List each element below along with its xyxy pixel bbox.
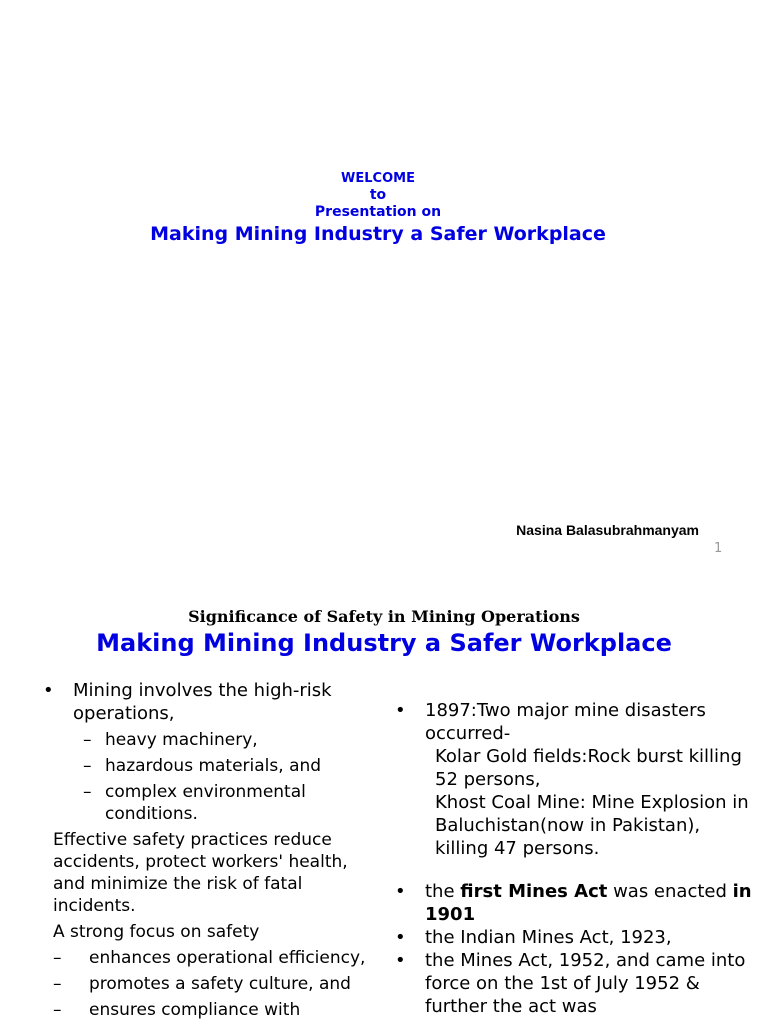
slide2-subtitle: Significance of Safety in Mining Operations xyxy=(188,607,580,626)
list-item-continuation xyxy=(395,791,755,860)
sub-list-item-text: enhances operational efficiency, xyxy=(89,948,366,968)
welcome-text: WELCOME xyxy=(341,171,415,186)
bullet-marker: • xyxy=(395,950,406,971)
sub-list-item xyxy=(43,947,383,969)
list-item xyxy=(395,880,755,926)
presentation-on-text: Presentation on xyxy=(314,204,442,220)
dash-marker: – xyxy=(83,782,92,802)
left-column xyxy=(43,679,383,1021)
sub-list-item-text: promotes a safety culture, and xyxy=(89,974,351,994)
list-item-continuation xyxy=(395,745,755,791)
bullet-marker: • xyxy=(395,927,406,948)
slide1-title: Making Mining Industry a Safer Workplace xyxy=(150,223,606,245)
sub-list-item xyxy=(43,781,383,825)
to-text: to xyxy=(369,187,387,203)
bold-segment: first Mines Act xyxy=(460,881,608,902)
sub-list-item xyxy=(43,999,383,1021)
bullet-marker: • xyxy=(395,700,406,721)
dash-marker: – xyxy=(83,730,92,750)
paragraph: Effective safety practices reduce accidents, protect workers' health, and minimize the risk of fatal incidents. xyxy=(53,830,348,916)
slide-number: 1 xyxy=(714,541,723,556)
list-item xyxy=(43,679,383,725)
dash-marker: – xyxy=(53,948,62,968)
author-name: Nasina Balasubrahmanyam xyxy=(516,522,699,538)
list-item-text xyxy=(425,881,752,925)
slide2-title: Making Mining Industry a Safer Workplace xyxy=(96,629,672,657)
list-item xyxy=(395,699,755,745)
dash-marker: – xyxy=(83,756,92,776)
sub-list-item-text: complex environmental conditions. xyxy=(105,782,306,824)
sub-list-item-text: hazardous materials, and xyxy=(105,756,322,776)
dash-marker: – xyxy=(53,974,62,994)
sub-list-item xyxy=(43,729,383,751)
sub-list-item-text: heavy machinery, xyxy=(105,730,258,750)
list-item-text: the Mines Act, 1952, and came into force on the 1st of July 1952 & further the act was xyxy=(425,950,746,1017)
list-item xyxy=(395,926,755,949)
text-segment: was enacted xyxy=(607,881,733,902)
list-item-text: the Indian Mines Act, 1923, xyxy=(425,927,672,948)
bullet-marker: • xyxy=(43,680,54,701)
paragraph: A strong focus on safety xyxy=(53,922,260,942)
bullet-marker: • xyxy=(395,881,406,902)
dash-marker: – xyxy=(53,1000,62,1020)
list-item-text: 1897:Two major mine disasters occurred- xyxy=(425,700,706,744)
list-item xyxy=(395,949,755,1018)
sub-list-item xyxy=(43,755,383,777)
continuation-text: Khost Coal Mine: Mine Explosion in Baluchistan(now in Pakistan), killing 47 persons. xyxy=(435,792,749,859)
continuation-text: Kolar Gold fields:Rock burst killing 52 persons, xyxy=(435,746,742,790)
content-slide xyxy=(0,575,768,1024)
text-segment: the xyxy=(425,881,461,902)
bold-segment: in 1901 xyxy=(425,881,752,925)
right-column xyxy=(395,699,755,1018)
list-item-text: Mining involves the high-risk operations, xyxy=(73,680,332,724)
sub-list-item-text: ensures compliance with xyxy=(89,1000,301,1020)
sub-list-item xyxy=(43,973,383,995)
